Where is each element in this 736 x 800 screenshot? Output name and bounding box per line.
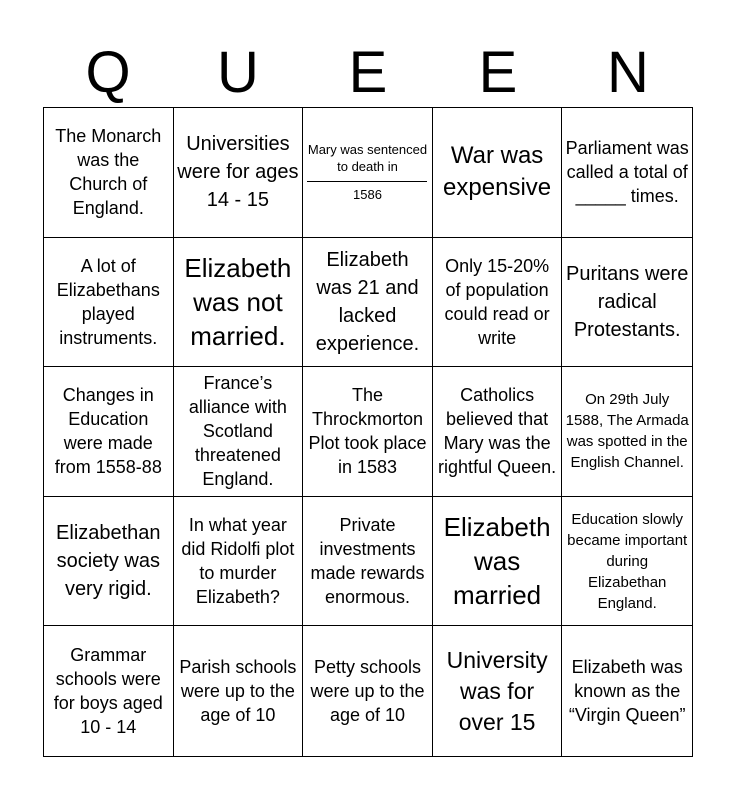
cell-text: On 29th July 1588, The Armada was spotted in the English Channel.: [565, 391, 689, 472]
cell-text: Universities were for ages 14 - 15: [177, 133, 299, 212]
cell-text: Elizabeth was 21 and lacked experience.: [315, 248, 420, 355]
cell-text: Puritans were radical Protestants.: [566, 262, 689, 341]
cell-answer-text: 1586: [353, 187, 382, 203]
cell-text: France’s alliance with Scotland threatened England.: [188, 373, 287, 490]
bingo-cell[interactable]: [433, 108, 563, 238]
cell-text: Elizabeth was not married.: [184, 252, 292, 351]
bingo-cell[interactable]: [174, 497, 304, 627]
header-letter-e: E: [348, 40, 388, 105]
header-letter-n: N: [607, 40, 649, 105]
bingo-cell[interactable]: [562, 108, 692, 238]
cell-text: Education slowly became important during Elizabethan England.: [567, 510, 688, 612]
bingo-cell[interactable]: [433, 497, 563, 627]
bingo-cell[interactable]: [174, 626, 304, 756]
answer-blank-line: [307, 181, 427, 182]
cell-text: The Throckmorton Plot took place in 1583: [308, 385, 427, 478]
bingo-cell[interactable]: [44, 367, 174, 497]
bingo-header: [43, 38, 693, 108]
cell-text: Only 15-20% of population could read or write: [444, 255, 550, 348]
cell-text: University was for over 15: [446, 646, 548, 735]
cell-text: Private investments made rewards enormous.: [310, 515, 425, 608]
bingo-cell[interactable]: [562, 367, 692, 497]
bingo-cell[interactable]: [174, 108, 304, 238]
cell-mary-sentence: [306, 141, 429, 203]
cell-text: Parliament was called a total of _____ times.: [565, 138, 689, 207]
header-letter-e-2: E: [478, 40, 518, 105]
cell-text: Petty schools were up to the age of 10: [310, 657, 425, 726]
cell-text: A lot of Elizabethans played instruments.: [56, 255, 160, 348]
bingo-cell[interactable]: [174, 367, 304, 497]
cell-text: Elizabeth was married: [443, 512, 551, 611]
bingo-cell[interactable]: [44, 497, 174, 627]
bingo-cell[interactable]: [562, 626, 692, 756]
bingo-cell[interactable]: [562, 497, 692, 627]
bingo-cell[interactable]: [433, 367, 563, 497]
bingo-cell[interactable]: [303, 626, 433, 756]
bingo-cell[interactable]: [303, 238, 433, 368]
bingo-cell[interactable]: [44, 626, 174, 756]
bingo-cell[interactable]: [433, 238, 563, 368]
cell-text: Parish schools were up to the age of 10: [179, 657, 297, 726]
header-letter-u: U: [217, 40, 259, 105]
bingo-cell[interactable]: [303, 367, 433, 497]
bingo-grid: [43, 107, 693, 757]
bingo-cell[interactable]: [44, 108, 174, 238]
bingo-cell[interactable]: [303, 497, 433, 627]
cell-text: In what year did Ridolfi plot to murder Elizabeth?: [181, 515, 295, 608]
bingo-cell[interactable]: [174, 238, 304, 368]
cell-text: War was expensive: [443, 142, 552, 202]
cell-text: Catholics believed that Mary was the rightful Queen.: [438, 385, 557, 478]
cell-text: Grammar schools were for boys aged 10 - 14: [53, 645, 163, 738]
cell-text: Elizabeth was known as the “Virgin Queen”: [568, 657, 686, 726]
cell-text: Mary was sentenced to death in: [307, 142, 428, 175]
bingo-cell[interactable]: [44, 238, 174, 368]
bingo-cell[interactable]: [303, 108, 433, 238]
header-letter-q: Q: [85, 40, 131, 105]
cell-text: The Monarch was the Church of England.: [55, 126, 162, 219]
cell-text: Changes in Education were made from 1558-88: [54, 385, 162, 478]
bingo-cell[interactable]: [562, 238, 692, 368]
bingo-cell[interactable]: [433, 626, 563, 756]
cell-text: Elizabethan society was very rigid.: [56, 522, 161, 601]
